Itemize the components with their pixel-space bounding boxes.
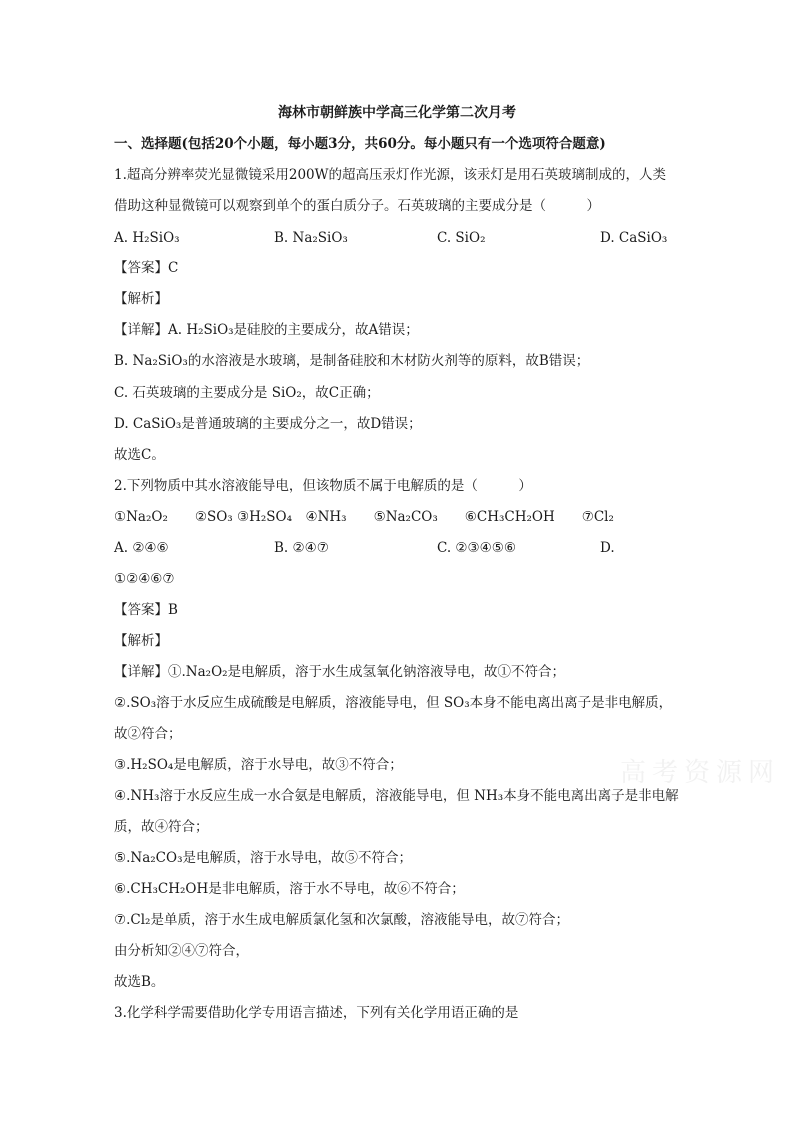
q1-option-a: A. H₂SiO₃ — [114, 230, 180, 246]
q2-detail-5: ⑤.Na₂CO₃是电解质，溶于水导电，故⑤不符合； — [114, 850, 412, 866]
q2-option-a: A. ②④⑥ — [114, 540, 169, 556]
q1-answer: 【答案】C — [114, 260, 179, 276]
q1-option-c: C. SiO₂ — [437, 230, 486, 246]
q2-detail-1: 【详解】①.Na₂O₂是电解质，溶于水生成氢氧化钠溶液导电，故①不符合； — [114, 664, 566, 680]
q2-detail-7: ⑦.Cl₂是单质，溶于水生成电解质氯化氢和次氯酸，溶液能导电，故⑦符合； — [114, 912, 569, 928]
q1-stem-line1: 1.超高分辨率荧光显微镜采用200W的超高压汞灯作光源，该汞灯是用石英玻璃制成的，人类 — [114, 167, 667, 183]
q1-detail-d: D. CaSiO₃是普通玻璃的主要成分之一，故D错误； — [114, 416, 422, 432]
section-heading: 一、选择题(包括20个小题，每小题3分，共60分。每小题只有一个选项符合题意) — [114, 136, 606, 152]
q2-stem: 2.下列物质中其水溶液能导电，但该物质不属于电解质的是（ ） — [114, 478, 532, 494]
q2-conclusion: 故选B。 — [114, 974, 165, 990]
q2-substances: ①Na₂O₂ ②SO₃ ③H₂SO₄ ④NH₃ ⑤Na₂CO₃ ⑥CH₃CH₂OH ⑦Cl₂ — [114, 509, 614, 525]
q2-detail-6: ⑥.CH₃CH₂OH是非电解质，溶于水不导电，故⑥不符合； — [114, 881, 465, 897]
q3-stem: 3.化学科学需要借助化学专用语言描述，下列有关化学用语正确的是 — [114, 1005, 519, 1021]
page-title: 海林市朝鲜族中学高三化学第二次月考 — [278, 105, 516, 121]
q1-detail-a: 【详解】A. H₂SiO₃是硅胶的主要成分，故A错误； — [114, 322, 419, 338]
watermark: 高考资源网 — [620, 758, 781, 788]
q2-summary: 由分析知②④⑦符合， — [114, 943, 249, 959]
q1-detail-c: C. 石英玻璃的主要成分是 SiO₂，故C正确； — [114, 385, 380, 401]
q2-option-d-continued: ①②④⑥⑦ — [114, 571, 175, 587]
q2-detail-4b: 质，故④符合； — [114, 819, 209, 835]
q1-option-d: D. CaSiO₃ — [600, 230, 668, 246]
q1-stem-line2: 借助这种显微镜可以观察到单个的蛋白质分子。石英玻璃的主要成分是（ ） — [114, 198, 600, 214]
q1-analysis-label: 【解析】 — [114, 291, 168, 307]
q2-option-c: C. ②③④⑤⑥ — [437, 540, 516, 556]
q2-detail-4a: ④.NH₃溶于水反应生成一水合氨是电解质，溶液能导电，但 NH₃本身不能电离出离子是非电解 — [114, 788, 679, 804]
q2-option-d: D. — [600, 540, 615, 556]
q1-conclusion: 故选C。 — [114, 447, 165, 463]
q2-option-b: B. ②④⑦ — [274, 540, 329, 556]
q2-detail-2b: 故②符合； — [114, 726, 182, 742]
q2-detail-2a: ②.SO₃溶于水反应生成硫酸是电解质，溶液能导电，但 SO₃本身不能电离出离子是非电解质， — [114, 695, 673, 711]
q2-detail-3: ③.H₂SO₄是电解质，溶于水导电，故③不符合； — [114, 757, 403, 773]
q2-analysis-label: 【解析】 — [114, 633, 168, 649]
q2-answer: 【答案】B — [114, 602, 178, 618]
q1-detail-b: B. Na₂SiO₃的水溶液是水玻璃，是制备硅胶和木材防火剂等的原料，故B错误； — [114, 353, 590, 369]
q1-option-b: B. Na₂SiO₃ — [274, 230, 348, 246]
